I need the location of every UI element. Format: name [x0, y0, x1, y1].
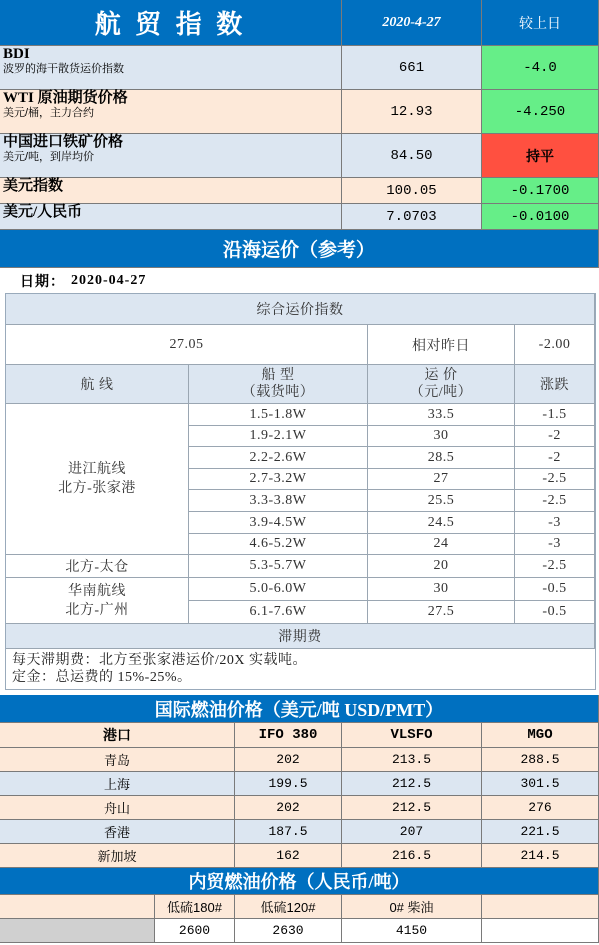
- index-row-usd-index: [0, 178, 342, 204]
- price-change: -2.5: [515, 469, 595, 490]
- fuel-port: 舟山: [0, 796, 235, 820]
- index-change: -0.0100: [482, 204, 599, 230]
- domestic-value-blank: [482, 919, 599, 943]
- domestic-header-blank: [482, 895, 599, 919]
- fuel-price: 202: [235, 796, 342, 820]
- coastal-table: [5, 293, 596, 690]
- index-change: -4.250: [482, 90, 599, 134]
- freight-price: 30: [368, 578, 515, 601]
- index-row-bdi: [0, 46, 342, 90]
- ship-size: 3.9-4.5W: [189, 512, 368, 534]
- coastal-title: 沿海运价（参考）: [0, 230, 599, 268]
- ship-size: 2.7-3.2W: [189, 469, 368, 490]
- route-label: 进江航线: [68, 462, 126, 477]
- domestic-price: 2600: [155, 919, 235, 943]
- fuel-price: 202: [235, 748, 342, 772]
- fuel-price: 301.5: [482, 772, 599, 796]
- freight-price: 20: [368, 555, 515, 578]
- sheet-title: 航 贸 指 数: [0, 0, 342, 46]
- deposit-note: 定金：总运费的 15%-25%。: [12, 670, 192, 685]
- fuel-port: 上海: [0, 772, 235, 796]
- freight-price: 28.5: [368, 447, 515, 469]
- index-name: 美元指数: [3, 178, 64, 194]
- domestic-price: 2630: [235, 919, 342, 943]
- price-change: -3: [515, 534, 595, 555]
- price-change: -2.5: [515, 490, 595, 512]
- fuel-port: 青岛: [0, 748, 235, 772]
- domestic-header-blank: [0, 895, 155, 919]
- header-price-sub: （元/吨）: [409, 385, 473, 400]
- price-change: -2.5: [515, 555, 595, 578]
- route-label: 华南航线: [68, 583, 126, 599]
- header-change: 涨跌: [515, 365, 595, 404]
- domestic-header: 低硫180#: [155, 895, 235, 919]
- index-value: 7.0703: [342, 204, 482, 230]
- index-change: -4.0: [482, 46, 599, 90]
- index-name: WTI 原油期货价格: [3, 90, 128, 106]
- freight-price: 24.5: [368, 512, 515, 534]
- index-value: 12.93: [342, 90, 482, 134]
- composite-index-value: 27.05: [6, 325, 368, 365]
- fuel-header-mgo: MGO: [482, 723, 599, 748]
- fuel-price: 213.5: [342, 748, 482, 772]
- ship-size: 1.9-2.1W: [189, 426, 368, 447]
- fuel-header-vlsfo: VLSFO: [342, 723, 482, 748]
- route-label: 北方-广州: [65, 602, 129, 618]
- fuel-port: 香港: [0, 820, 235, 844]
- fuel-header-ifo380: IFO 380: [235, 723, 342, 748]
- domestic-value-blank: [0, 919, 155, 943]
- route-group-taicang: 北方-太仓: [6, 555, 189, 578]
- fuel-price: 288.5: [482, 748, 599, 772]
- domestic-header: 0# 柴油: [342, 895, 482, 919]
- index-sub: 美元/桶，主力合约: [3, 107, 95, 119]
- domestic-title: 内贸燃油价格（人民币/吨）: [0, 868, 599, 895]
- header-price: [368, 365, 515, 404]
- price-change: -0.5: [515, 601, 595, 624]
- route-group-south: [6, 578, 189, 624]
- price-change: -0.5: [515, 578, 595, 601]
- coastal-date-row: [0, 268, 599, 293]
- header-ship: [189, 365, 368, 404]
- compare-value: -2.00: [515, 325, 595, 365]
- fuel-header-port: 港口: [0, 723, 235, 748]
- freight-price: 27.5: [368, 601, 515, 624]
- index-sub: 波罗的海干散货运价指数: [3, 63, 124, 75]
- index-name: BDI: [3, 46, 30, 62]
- demurrage-note: 每天滞期费：北方至张家港运价/20X 实载吨。: [12, 653, 307, 668]
- price-change: -2: [515, 426, 595, 447]
- fuel-price: 212.5: [342, 772, 482, 796]
- ship-size: 5.0-6.0W: [189, 578, 368, 601]
- fuel-port: 新加坡: [0, 844, 235, 868]
- index-value: 84.50: [342, 134, 482, 178]
- header-price-label: 运 价: [424, 368, 458, 383]
- fuel-price: 221.5: [482, 820, 599, 844]
- freight-price: 30: [368, 426, 515, 447]
- demurrage-notes: [12, 652, 592, 686]
- fuel-price: 162: [235, 844, 342, 868]
- fuel-price: 187.5: [235, 820, 342, 844]
- ship-size: 2.2-2.6W: [189, 447, 368, 469]
- ship-size: 1.5-1.8W: [189, 404, 368, 426]
- compare-label: 相对昨日: [368, 325, 515, 365]
- price-change: -1.5: [515, 404, 595, 426]
- index-row-iron-ore: [0, 134, 342, 178]
- index-sub: 美元/吨，到岸均价: [3, 151, 95, 163]
- index-name: 中国进口铁矿价格: [3, 134, 124, 150]
- header-compare: 较上日: [482, 0, 599, 46]
- freight-price: 25.5: [368, 490, 515, 512]
- freight-price: 33.5: [368, 404, 515, 426]
- ship-size: 4.6-5.2W: [189, 534, 368, 555]
- fuel-title: 国际燃油价格（美元/吨 USD/PMT）: [0, 695, 599, 723]
- index-value: 100.05: [342, 178, 482, 204]
- freight-price: 24: [368, 534, 515, 555]
- demurrage-title: 滞期费: [6, 624, 595, 649]
- index-change: 持平: [482, 134, 599, 178]
- ship-size: 5.3-5.7W: [189, 555, 368, 578]
- fuel-price: 214.5: [482, 844, 599, 868]
- header-ship-label: 船 型: [261, 368, 295, 383]
- header-date: 2020-4-27: [342, 0, 482, 46]
- header-route: 航 线: [6, 365, 189, 404]
- ship-size: 3.3-3.8W: [189, 490, 368, 512]
- route-group-yangtze: [6, 404, 189, 555]
- ship-size: 6.1-7.6W: [189, 601, 368, 624]
- domestic-price: 4150: [342, 919, 482, 943]
- domestic-header: 低硫120#: [235, 895, 342, 919]
- composite-index-title: 综合运价指数: [6, 294, 595, 325]
- coastal-date-label: 日期：: [20, 274, 65, 290]
- fuel-price: 212.5: [342, 796, 482, 820]
- index-value: 661: [342, 46, 482, 90]
- fuel-price: 207: [342, 820, 482, 844]
- fuel-price: 216.5: [342, 844, 482, 868]
- index-row-wti: [0, 90, 342, 134]
- price-change: -3: [515, 512, 595, 534]
- fuel-price: 199.5: [235, 772, 342, 796]
- index-name: 美元/人民币: [3, 204, 83, 220]
- header-ship-sub: （载货吨）: [241, 385, 315, 400]
- index-row-usd-cny: [0, 204, 342, 230]
- fuel-price: 276: [482, 796, 599, 820]
- freight-price: 27: [368, 469, 515, 490]
- route-label: 北方-张家港: [58, 481, 136, 496]
- index-change: -0.1700: [482, 178, 599, 204]
- coastal-date: 2020-04-27: [71, 272, 147, 288]
- price-change: -2: [515, 447, 595, 469]
